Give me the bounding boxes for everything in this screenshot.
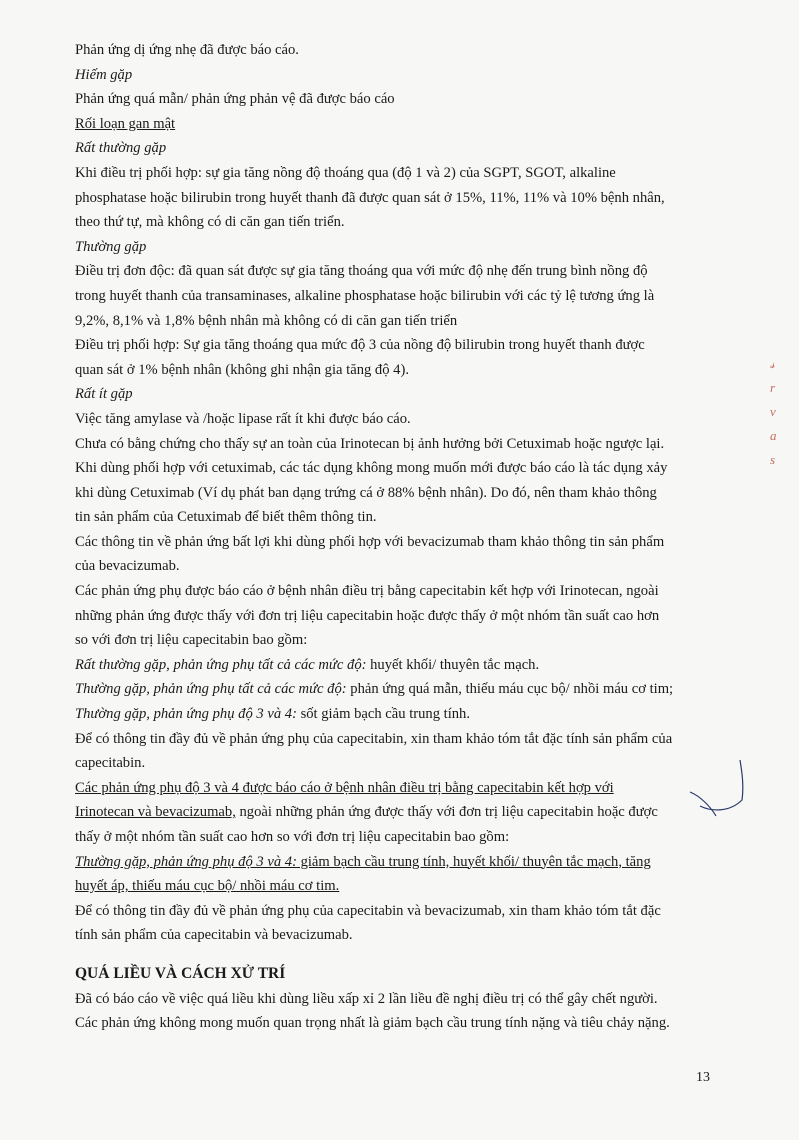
text-line: Các phản ứng phụ độ 3 và 4 được báo cáo ở bệnh nhân điều trị bằng capecitabin kết hợp với [75, 779, 614, 796]
text-line: Khi điều trị phối hợp: sự gia tăng nồng độ thoáng qua (độ 1 và 2) của SGPT, SGOT, alkaline [75, 164, 616, 181]
text-line: của bevacizumab. [75, 558, 180, 575]
text-line: Điều trị phối hợp: Sự gia tăng thoáng qua mức độ 3 của nồng độ bilirubin trong huyết thanh được [75, 337, 645, 354]
margin-stamp-mark: 𝓈 r v a s [770, 356, 777, 467]
text-line: Rất ít gặp [75, 386, 133, 403]
inline-text: phản ứng quá mẫn, thiếu máu cục bộ/ nhồi máu cơ tim; [346, 681, 674, 698]
inline-label: Thường gặp, phản ứng phụ độ 3 và 4: [75, 853, 297, 870]
text-line: Rối loạn gan mật [75, 115, 176, 132]
text-line: 9,2%, 8,1% và 1,8% bệnh nhân mà không có di căn gan tiến triển [75, 312, 458, 329]
page-number: 13 [696, 1070, 710, 1085]
text-line: Các phản ứng không mong muốn quan trọng nhất là giảm bạch cầu trung tính nặng và tiêu chảy nặng. [75, 1015, 670, 1032]
text-line: Đã có báo cáo về việc quá liều khi dùng liều xấp xỉ 2 lần liều đề nghị điều trị có thể gây chết người. [75, 990, 658, 1007]
inline-label: Thường gặp, phản ứng phụ độ 3 và 4: [75, 706, 297, 723]
inline-label: Irinotecan và bevacizumab, [75, 804, 236, 821]
inline-text: huyết khối/ thuyên tắc mạch. [366, 656, 540, 673]
text-line: Để có thông tin đầy đủ về phản ứng phụ của capecitabin, xin tham khảo tóm tắt đặc tính sản phẩm của [75, 730, 673, 747]
text-line: Phản ứng quá mẫn/ phản ứng phản vệ đã được báo cáo [75, 91, 395, 108]
inline-text: ngoài những phản ứng được thấy với đơn trị liệu capecitabin hoặc được [235, 804, 658, 821]
text-line: so với đơn trị liệu capecitabin bao gồm: [75, 632, 308, 649]
text-line: theo thứ tự, mà không có di căn gan tiến triển. [75, 214, 345, 231]
text-line: Thường gặp [75, 238, 147, 255]
text-line: Việc tăng amylase và /hoặc lipase rất ít khi được báo cáo. [75, 410, 411, 427]
text-line: capecitabin. [75, 755, 146, 772]
text-line: trong huyết thanh của transaminases, alkaline phosphatase hoặc bilirubin với các tỷ lệ tương ứng là [75, 287, 655, 304]
inline-text: sốt giảm bạch cầu trung tính. [296, 706, 470, 723]
text-line: quan sát ở 1% bệnh nhân (không ghi nhận gia tăng độ 4). [75, 361, 409, 378]
inline-label: Thường gặp, phản ứng phụ tất cả các mức độ: [75, 681, 347, 698]
text-line: Phản ứng dị ứng nhẹ đã được báo cáo. [75, 42, 299, 58]
text-line: khi dùng Cetuximab (Ví dụ phát ban dạng trứng cá ở 88% bệnh nhân). Do đó, nên tham khảo thông [75, 484, 657, 501]
text-line: những phản ứng được thấy với đơn trị liệu capecitabin hoặc được thấy ở một nhóm tần suất cao hơn [75, 607, 660, 624]
text-line: thấy ở một nhóm tần suất cao hơn so với đơn trị liệu capecitabin bao gồm: [75, 829, 510, 845]
inline-label: Rất thường gặp, phản ứng phụ tất cả các mức độ: [75, 656, 367, 673]
section-heading: QUÁ LIỀU VÀ CÁCH XỬ TRÍ [75, 964, 286, 982]
text-line: tin sản phẩm của Cetuximab để biết thêm thông tin. [75, 509, 377, 526]
text-line: Chưa có bằng chứng cho thấy sự an toàn của Irinotecan bị ảnh hưởng bởi Cetuximab hoặc ngược lại. [75, 435, 665, 452]
text-line: Các thông tin về phản ứng bất lợi khi dùng phối hợp với bevacizumab tham khảo thông tin sản phẩm [75, 533, 665, 550]
inline-text: giảm bạch cầu trung tính, huyết khối/ thuyên tắc mạch, tăng [296, 853, 651, 870]
text-line: phosphatase hoặc bilirubin trong huyết thanh đã được quan sát ở 15%, 11%, 11% và 10% bệnh nhân, [75, 189, 665, 206]
text-line: Điều trị đơn độc: đã quan sát được sự gia tăng thoáng qua với mức độ nhẹ đến trung bình nồng độ [75, 263, 648, 280]
text-line: huyết áp, thiếu máu cục bộ/ nhồi máu cơ tim. [75, 878, 340, 895]
text-line: Để có thông tin đầy đủ về phản ứng phụ của capecitabin và bevacizumab, xin tham khảo tóm tắt đặc [75, 902, 661, 919]
text-line: tính sản phẩm của capecitabin và bevacizumab. [75, 927, 353, 944]
text-line: Khi dùng phối hợp với cetuximab, các tác dụng không mong muốn mới được báo cáo là tác dụng xảy [75, 460, 668, 477]
text-line: Hiếm gặp [75, 66, 133, 83]
text-line: Các phản ứng phụ được báo cáo ở bệnh nhân điều trị bằng capecitabin kết hợp với Irinotecan, ngoài [75, 583, 659, 600]
text-line: Rất thường gặp [75, 140, 167, 157]
